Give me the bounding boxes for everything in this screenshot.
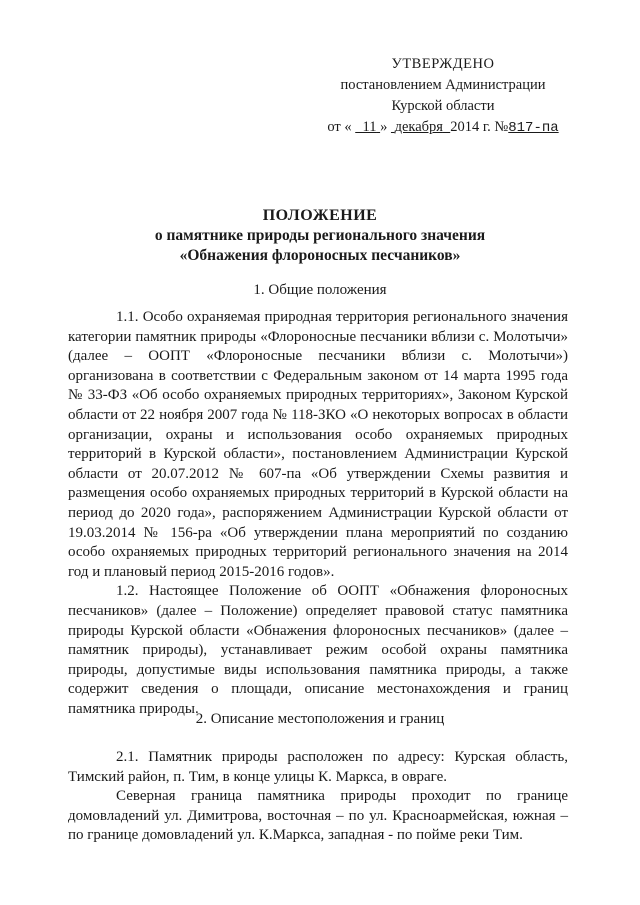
document-heading — [80, 206, 560, 266]
document-number: 817-па — [508, 120, 559, 136]
paragraph-2-2: Северная граница памятника природы проходит по границе домовладений ул. Димитрова, восточная – по ул. Красноармейская, южная – по границе домовладений ул. К.Маркса, западная - по пойме реки Тим. — [68, 788, 568, 844]
document-subtitle-2: «Обнажения флороносных песчаников» — [179, 247, 461, 264]
approval-line-2: Курской области — [391, 98, 495, 114]
section-1-body — [68, 308, 568, 719]
paragraph-1-1: 1.1. Особо охраняемая природная территория регионального значения категории памятник природы «Флороносные песчаники вблизи с. Молотычи» (далее – ООПТ «Флороносные песчаники вблизи с. Молотычи») организована в соответствии с Федеральным законом от 14 марта 1995 года № 33-ФЗ «Об особо охраняемых природных территориях», Законом Курской области от 22 ноября 2007 года № 118-ЗКО «О некоторых вопросах в области организации, охраны и использования особо охраняемых природных территорий в Курской области», постановлением Администрации Курской области от 20.07.2012 № 607-па «Об утверждении Схемы развития и размещения особо охраняемых природных территорий в Курской области на период до 2020 года», распоряжением Администрации Курской области от 19.03.2014 № 156-ра «Об утверждении плана мероприятий по созданию особо охраняемых природных территорий регионального значения на 2014 год и плановый период 2015-2016 годов». — [68, 309, 568, 580]
date-day: 11 — [362, 119, 377, 135]
paragraph-1-2: 1.2. Настоящее Положение об ООПТ «Обнажения флороносных песчаников» (далее – Положение) определяет правовой статус памятника природы Курской области «Обнажения флороносных песчаников» (далее – памятник природы), устанавливает режим особой охраны памятника природы, допустимые виды использования памятника природы, а также содержит сведения о площади, описание местонахождения и границ памятника природы. — [68, 583, 568, 717]
section-2-body — [68, 748, 568, 846]
approval-stamp — [318, 54, 568, 139]
section-1-title: 1. Общие положения — [253, 282, 387, 298]
approval-line-1: постановлением Администрации — [340, 77, 546, 93]
date-year: 2014 г. № — [450, 119, 509, 135]
document-title: ПОЛОЖЕНИЕ — [262, 207, 378, 224]
document-subtitle-1: о памятнике природы регионального значения — [154, 227, 486, 244]
date-month: декабря — [394, 119, 443, 135]
approval-date-line — [318, 117, 568, 139]
date-prefix: от « — [327, 119, 352, 135]
section-2-title: 2. Описание местоположения и границ — [195, 711, 445, 727]
paragraph-2-1: 2.1. Памятник природы расположен по адресу: Курская область, Тимский район, п. Тим, в конце улицы К. Маркса, в овраге. — [68, 749, 568, 785]
approval-title: УТВЕРЖДЕНО — [391, 56, 495, 72]
date-mid: » — [380, 119, 388, 135]
